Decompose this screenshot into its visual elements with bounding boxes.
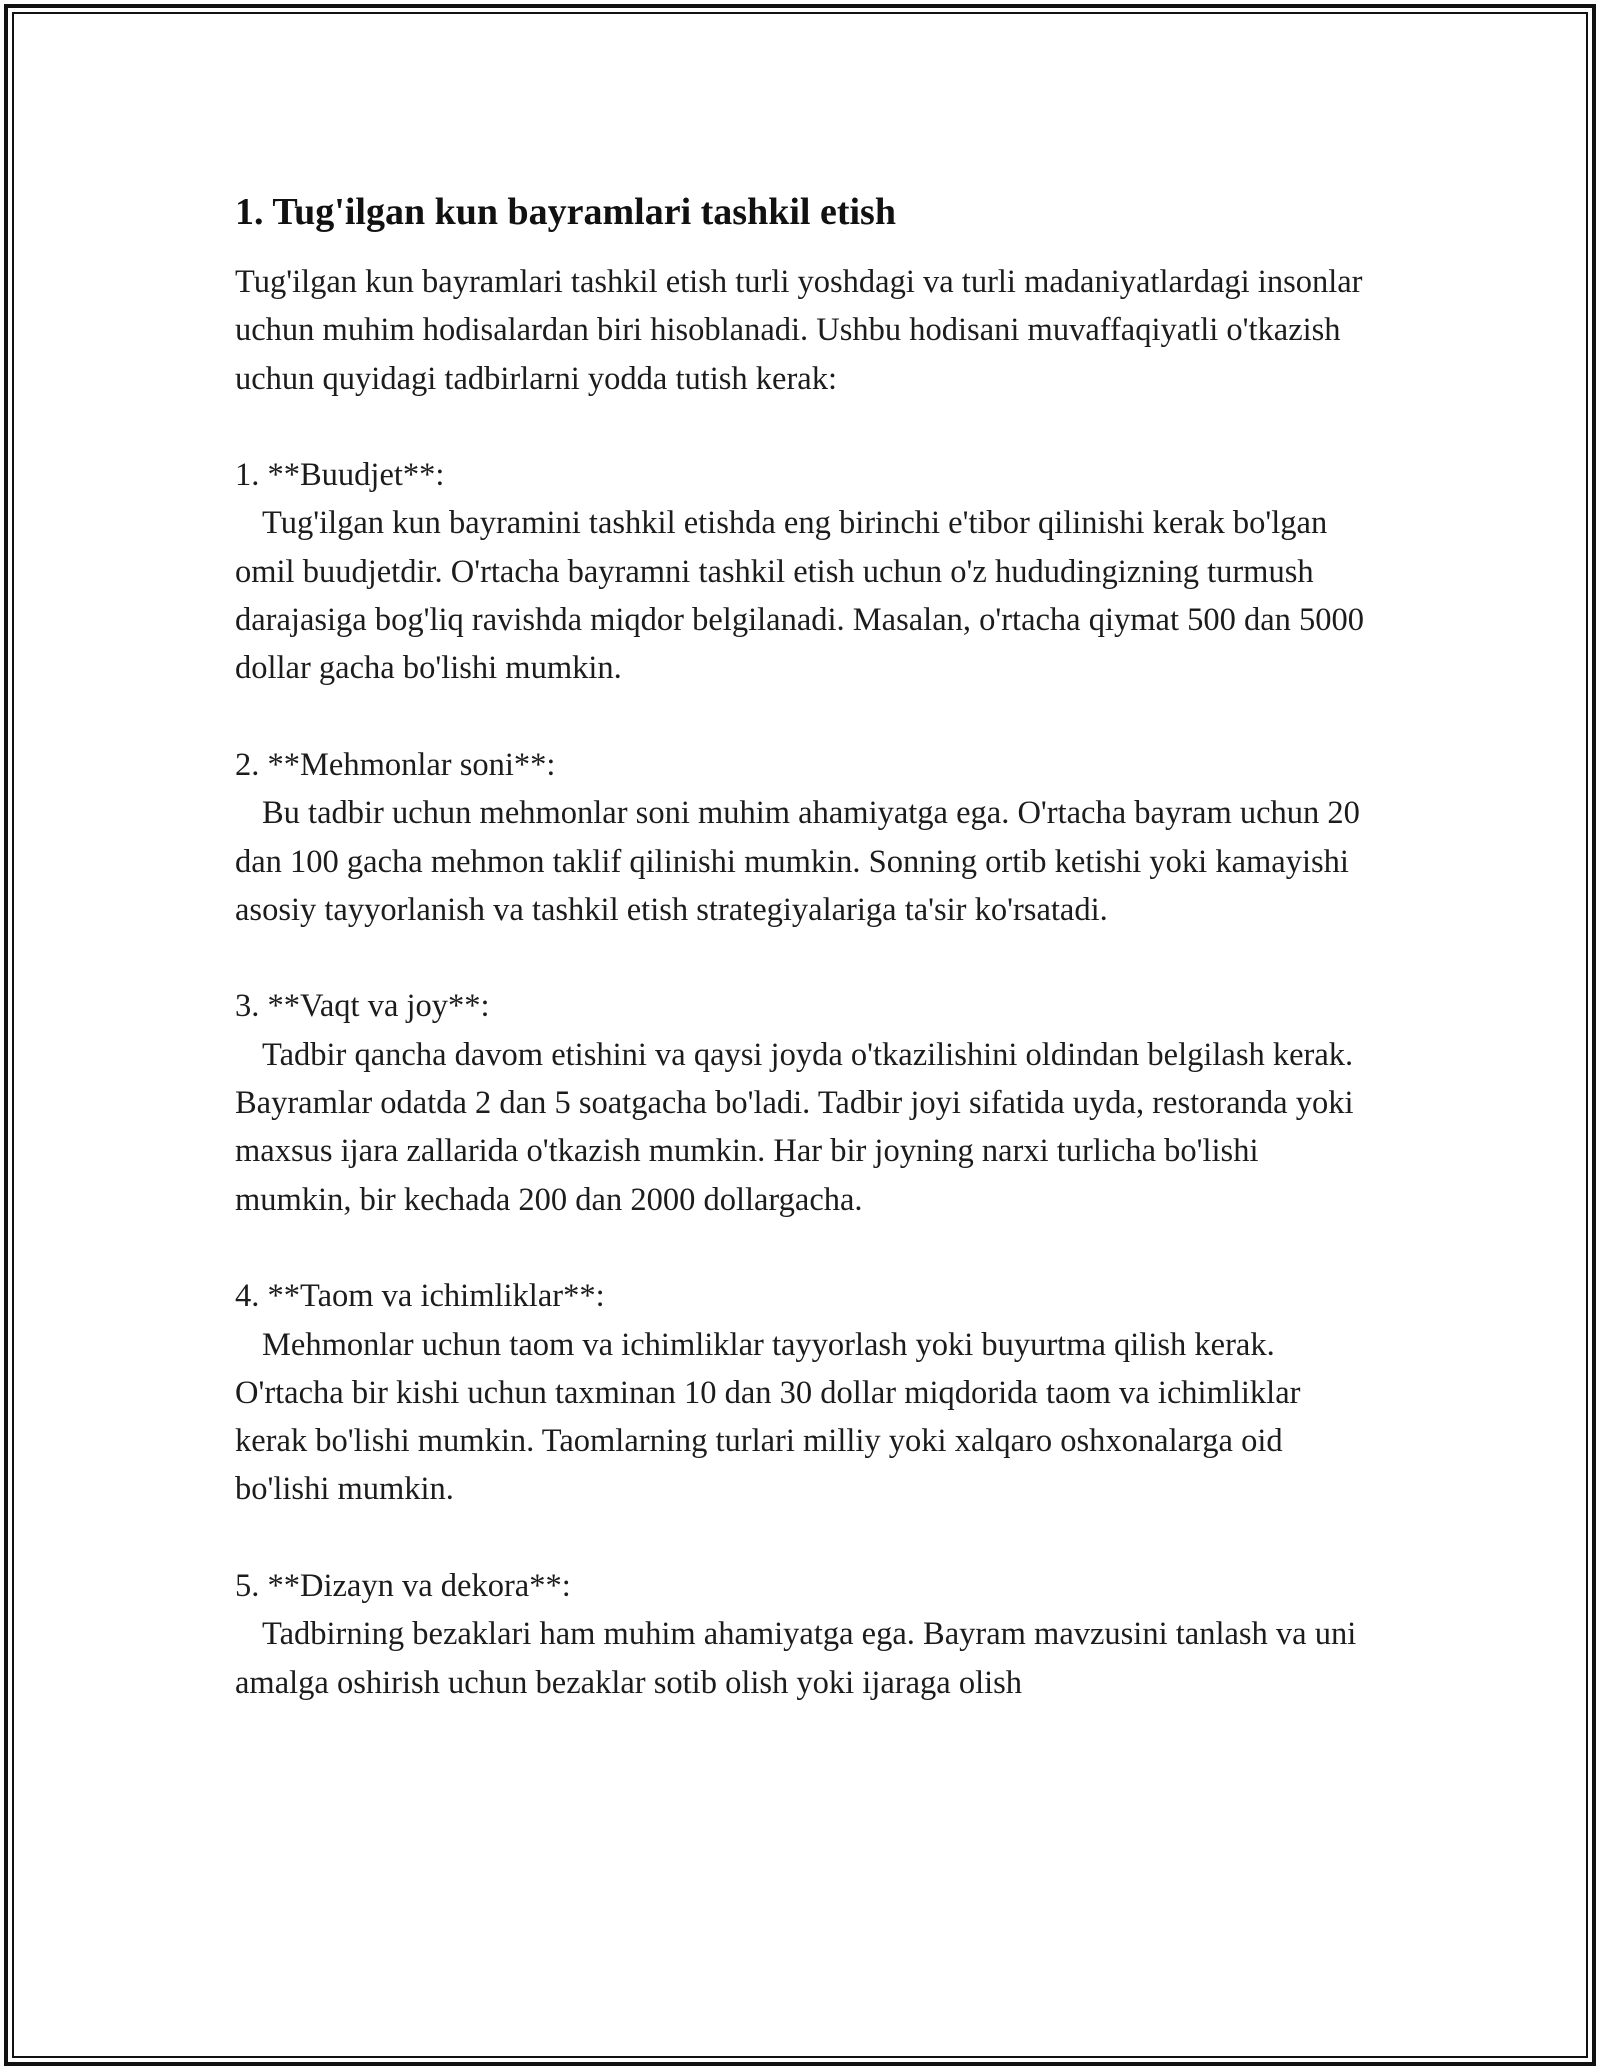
section-heading: 2. **Mehmonlar soni**: <box>235 746 556 783</box>
section-food-drinks <box>235 1272 1370 1513</box>
section-body <box>235 789 1370 934</box>
section-design-decor <box>235 1562 1370 1707</box>
section-body-text: Tug'ilgan kun bayramini tashkil etishda eng birinchi e'tibor qilinishi kerak bo'lgan omil buudjetdir. O'rtacha bayramni tashkil etish uchun o'z hududingizning turmush darajasiga bog'liq ravishda miqdor belgilanadi. Masalan, o'rtacha qiymat 500 dan 5000 dollar gacha bo'lishi mumkin. <box>235 505 1365 687</box>
section-budget <box>235 451 1370 692</box>
document-body <box>235 186 1370 1707</box>
section-body <box>235 1610 1370 1707</box>
section-body <box>235 1031 1370 1224</box>
document-title: 1. Tug'ilgan kun bayramlari tashkil etish <box>235 191 896 233</box>
section-body-text: Bu tadbir uchun mehmonlar soni muhim ahamiyatga ega. O'rtacha bayram uchun 20 dan 100 gacha mehmon taklif qilinishi mumkin. Sonning ortib ketishi yoki kamayishi asosiy tayyorlanish va tashkil etish strategiyalariga ta'sir ko'rsatadi. <box>235 795 1360 928</box>
section-body <box>235 499 1370 692</box>
section-heading: 3. **Vaqt va joy**: <box>235 988 490 1025</box>
intro-paragraph: Tug'ilgan kun bayramlari tashkil etish turli yoshdagi va turli madaniyatlardagi insonlar uchun muhim hodisalardan biri hisoblanadi. Ushbu hodisani muvaffaqiyatli o'tkazish uchun quyidagi tadbirlarni yodda tutish kerak: <box>235 264 1363 397</box>
section-heading: 4. **Taom va ichimliklar**: <box>235 1278 605 1315</box>
section-time-place <box>235 982 1370 1223</box>
section-body-text: Tadbirning bezaklari ham muhim ahamiyatga ega. Bayram mavzusini tanlash va uni amalga oshirish uchun bezaklar sotib olish yoki ijaraga olish <box>235 1616 1357 1701</box>
section-body <box>235 1321 1370 1514</box>
section-heading: 1. **Buudjet**: <box>235 457 445 494</box>
section-heading: 5. **Dizayn va dekora**: <box>235 1568 571 1605</box>
section-body-text: Tadbir qancha davom etishini va qaysi joyda o'tkazilishini oldindan belgilash kerak. Bayramlar odatda 2 dan 5 soatgacha bo'ladi. Tadbir joyi sifatida uyda, restoranda yoki maxsus ijara zallarida o'tkazish mumkin. Har bir joyning narxi turlicha bo'lishi mumkin, bir kechada 200 dan 2000 dollargacha. <box>235 1036 1354 1218</box>
section-guests <box>235 741 1370 934</box>
section-body-text: Mehmonlar uchun taom va ichimliklar tayyorlash yoki buyurtma qilish kerak. O'rtacha bir kishi uchun taxminan 10 dan 30 dollar miqdorida taom va ichimliklar kerak bo'lishi mumkin. Taomlarning turlari milliy yoki xalqaro oshxonalarga oid bo'lishi mumkin. <box>235 1326 1301 1508</box>
